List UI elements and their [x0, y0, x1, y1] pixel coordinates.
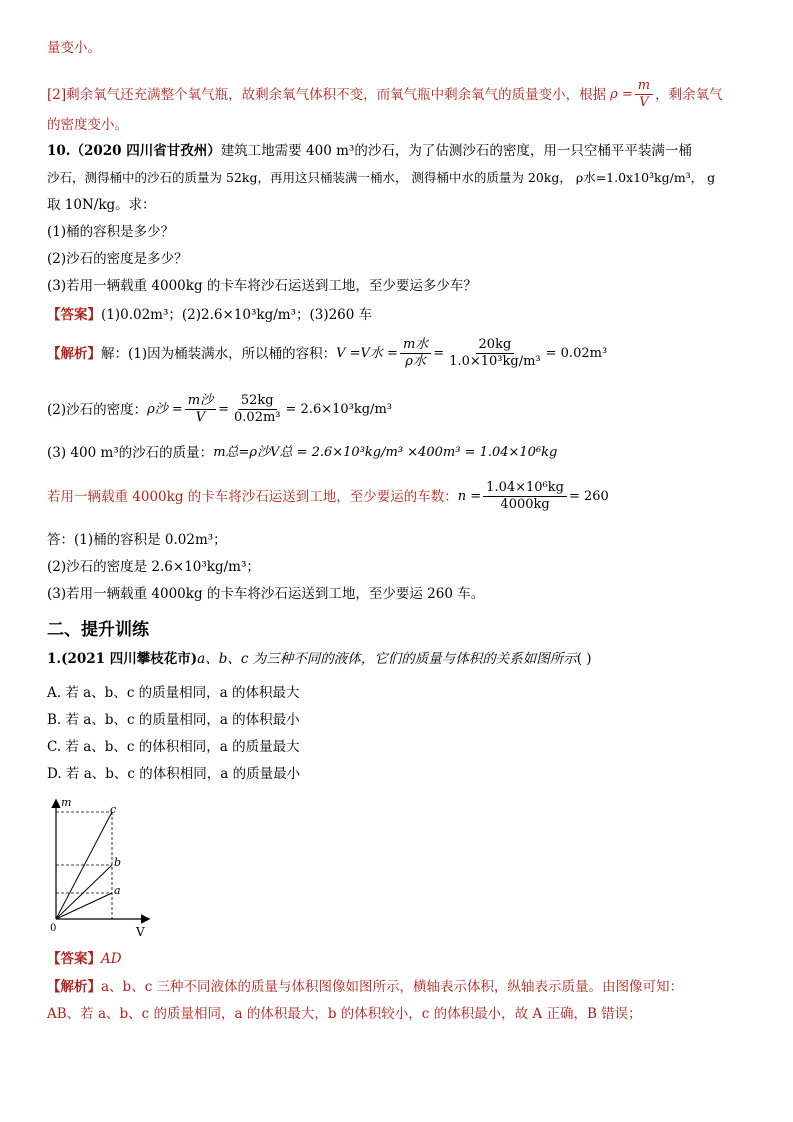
analysis-line-1: 【解析】 解：(1)因为桶装满水，所以桶的容积： V =V水 = $\frac{\text{m水}}{\text{ρ水}}$ = $\frac{20kg}{\text{1.0×10³kg/m³}}$ = 0.02m³ — [47, 337, 608, 369]
analysis-4-frac-num: 1.04×10⁶kg — [483, 480, 567, 497]
x-axis-label: V — [136, 925, 145, 939]
analysis-4-result: = 260 — [568, 488, 609, 504]
analysis-1-frac-2-den: 1.0×10³kg/m³ — [449, 354, 541, 369]
analysis-3-text: (3) 400 m³的沙石的质量： — [47, 445, 214, 461]
analysis-2-frac-1-num: m沙 — [185, 393, 216, 410]
analysis-1-eq: V =V水 = — [336, 345, 398, 361]
line-a — [56, 893, 112, 919]
question-10-number: 10.（2020 四川省甘孜州） — [47, 143, 221, 159]
analysis-1-frac-1 — [400, 337, 431, 370]
answer-text: (1)0.02m³；(2)2.6×10³kg/m³；(3)260 车 — [101, 307, 373, 323]
analysis-2-eq: ρ沙 = — [147, 401, 183, 417]
question-10-sub-2: (2)沙石的密度是多少？ — [47, 251, 188, 267]
option-b: B. 若 a、b、c 的质量相同，a 的体积最小 — [47, 712, 300, 728]
analysis-2-result: = 2.6×10³kg/m³ — [285, 401, 392, 417]
analysis-line-4 — [47, 480, 609, 513]
line-b — [56, 865, 112, 919]
analysis-3-eq: m总=ρ沙V总 = 2.6×10³kg/m³ ×400m³ = 1.04×10⁶kg — [213, 445, 558, 460]
density-fraction — [635, 78, 653, 111]
analysis-1-result: = 0.02m³ — [545, 345, 608, 361]
analysis-2-text: (2)沙石的密度： — [47, 401, 148, 418]
question-10-line-3: 取 10N/kg。求： — [47, 197, 156, 213]
problem-1-analysis-line-2: AB、若 a、b、c 的质量相同，a 的体积最大，b 的体积较小，c 的体积最小，故 A 正确，B 错误； — [47, 1006, 642, 1022]
analysis-1-frac-1-num: m水 — [400, 337, 431, 354]
text-line-2 — [47, 78, 723, 111]
problem-1-number: 1.(2021 四川攀枝花市) — [47, 651, 198, 667]
analysis-1-frac-2 — [446, 337, 543, 370]
analysis-2-frac-2-den: 0.02m³ — [234, 410, 281, 425]
question-10-sub-1: (1)桶的容积是多少？ — [47, 224, 175, 240]
line-c-label: c — [110, 803, 117, 816]
line-b-label: b — [114, 856, 122, 869]
question-10-line-1 — [47, 142, 692, 160]
line-c — [56, 812, 112, 919]
problem-1-paren: ( ) — [576, 651, 592, 667]
text-line-2a: [2]剩余氧气还充满整个氧气瓶，故剩余氧气体积不变，而氧气瓶中剩余氧气的质量变小，根据 — [47, 86, 607, 103]
question-10-text-1: 建筑工地需要 400 m³的沙石，为了估测沙石的密度，用一只空桶平平装满一桶 — [220, 143, 692, 159]
rho-symbol: ρ = — [610, 86, 633, 102]
problem-1-line — [47, 650, 592, 668]
problem-1-analysis-label: 【解析】 — [47, 979, 101, 995]
analysis-4-eq: n = — [457, 488, 482, 504]
problem-1-text: a、b、c 为三种不同的液体，它们的质量与体积的关系如图所示 — [197, 651, 577, 667]
problem-1-analysis-line-1 — [47, 978, 683, 996]
option-c: C. 若 a、b、c 的体积相同，a 的质量最大 — [47, 739, 300, 755]
problem-1-answer-line — [47, 950, 122, 968]
analysis-label: 【解析】 — [47, 345, 101, 362]
density-denominator: V — [639, 95, 649, 110]
analysis-line-2: (2)沙石的密度： ρ沙 = $\frac{\text{m沙}}{V}$ = $\frac{52kg}{\text{0.02m³}}$ = 2.6×10³kg/m³ — [47, 393, 392, 425]
analysis-line-3 — [47, 444, 557, 462]
option-a: A. 若 a、b、c 的质量相同，a 的体积最大 — [47, 685, 300, 701]
answer-line — [47, 306, 372, 324]
origin-label: 0 — [50, 923, 57, 934]
question-10-sub-3: (3)若用一辆载重 4000kg 的卡车将沙石运送到工地，至少要运多少车？ — [47, 278, 477, 294]
analysis-2-frac-2 — [231, 393, 283, 426]
answer-label: 【答案】 — [47, 307, 101, 323]
line-a-label: a — [114, 884, 121, 897]
text-line-2b: ，剩余氧气 — [655, 86, 723, 103]
final-answer-3: (3)若用一辆载重 4000kg 的卡车将沙石运送到工地，至少要运 260 车。 — [47, 586, 485, 602]
analysis-1-text: 解：(1)因为桶装满水，所以桶的容积： — [101, 345, 337, 362]
density-numerator: m — [635, 78, 653, 95]
text-line-1: 量变小。 — [47, 40, 101, 56]
final-answer-2: (2)沙石的密度是 2.6×10³kg/m³； — [47, 559, 260, 575]
option-d: D. 若 a、b、c 的体积相同，a 的质量最小 — [47, 766, 301, 782]
analysis-1-frac-1-den: ρ水 — [405, 354, 426, 369]
analysis-2-frac-2-num: 52kg — [238, 393, 277, 410]
analysis-4-frac — [483, 480, 567, 513]
analysis-2-frac-1-den: V — [195, 410, 206, 425]
mass-volume-graph — [40, 793, 160, 943]
problem-1-answer-label: 【答案】 — [47, 951, 101, 967]
final-answer-1: 答：(1)桶的容积是 0.02m³； — [47, 532, 227, 548]
text-line-3: 的密度变小。 — [47, 117, 128, 133]
analysis-4-frac-den: 4000kg — [500, 497, 550, 512]
problem-1-answer: AD — [101, 951, 122, 967]
section-2-title: 二、提升训练 — [47, 620, 149, 640]
analysis-2-frac-1 — [185, 393, 216, 426]
analysis-4-text: 若用一辆载重 4000kg 的卡车将沙石运送到工地，至少要运的车数： — [47, 488, 458, 505]
problem-1-analysis-1: a、b、c 三种不同液体的质量与体积图像如图所示，横轴表示体积，纵轴表示质量。由图像可知： — [101, 979, 684, 995]
question-10-line-2: 沙石，测得桶中的沙石的质量为 52kg，再用这只桶装满一桶水， 测得桶中水的质量为 20kg， ρ水=1.0x10³kg/m³， g — [47, 170, 716, 185]
y-axis-label: m — [61, 796, 72, 809]
analysis-1-frac-2-num: 20kg — [476, 337, 515, 354]
